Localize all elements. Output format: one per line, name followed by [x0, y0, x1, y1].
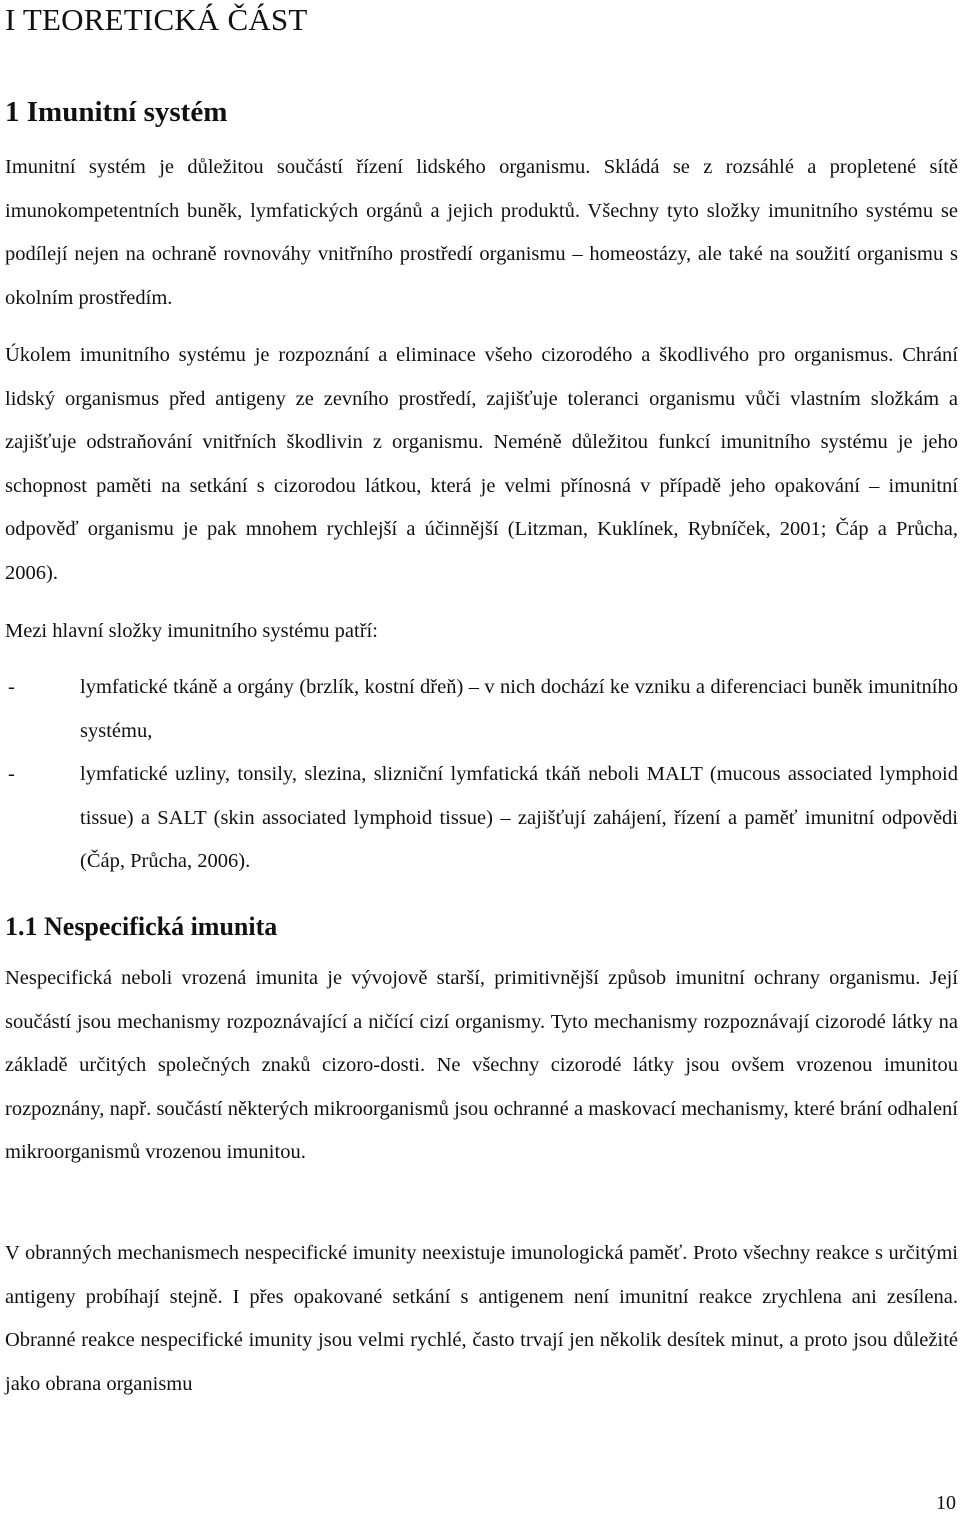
paragraph-list-intro: Mezi hlavní složky imunitního systému patří: [5, 620, 378, 642]
part-title: I TEORETICKÁ ČÁST [5, 2, 308, 37]
paragraph-no-memory: V obranných mechanismech nespecifické imunity neexistuje imunologická paměť. Proto všechny reakce s určitými antigeny probíhají stejně. I přes opakované setkání s antigenem není imunitní reakce zrychlena ani zesílena. Obranné reakce nespecifické imunity jsou velmi rychlé, často trvají jen několik desítek minut, a proto jsou důležité jako obrana organismu [5, 1242, 958, 1395]
list-item-text: lymfatické tkáně a orgány (brzlík, kostní dřeň) – v nich dochází ke vzniku a diferenciaci buněk imunitního systému, [80, 676, 958, 742]
list-item [5, 666, 958, 753]
list-bullet: - [8, 763, 15, 785]
section-title: 1.1 Nespecifická imunita [5, 912, 278, 941]
component-list [5, 666, 958, 884]
chapter-title: 1 Imunitní systém [5, 96, 228, 128]
list-item-text: lymfatické uzliny, tonsily, slezina, slizniční lymfatická tkáň neboli MALT (mucous associated lymphoid tissue) a SALT (skin associated lymphoid tissue) – zajišťují zahájení, řízení a paměť imunitní odpovědi (Čáp, Průcha, 2006). [80, 763, 958, 872]
paragraph-function: Úkolem imunitního systému je rozpoznání a eliminace všeho cizorodého a škodlivého pro organismus. Chrání lidský organismus před antigeny ze zevního prostředí, zajišťuje toleranci organismu vůči vlastním složkám a zajišťuje odstraňování vnitřních škodlivin z organismu. Neméně důležitou funkcí imunitního systému je jeho schopnost paměti na setkání s cizorodou látkou, která je velmi přínosná v případě jeho opakování – imunitní odpověď organismu je pak mnohem rychlejší a účinnější (Litzman, Kuklínek, Rybníček, 2001; Čáp a Průcha, 2006). [5, 344, 958, 584]
page-number: 10 [936, 1492, 956, 1514]
list-item [5, 753, 958, 884]
list-bullet: - [8, 676, 15, 698]
paragraph-intro: Imunitní systém je důležitou součástí řízení lidského organismu. Skládá se z rozsáhlé a propletené sítě imunokompetentních buněk, lymfatických orgánů a jejich produktů. Všechny tyto složky imunitního systému se podílejí nejen na ochraně rovnováhy vnitřního prostředí organismu – homeostázy, ale také na soužití organismu s okolním prostředím. [5, 156, 958, 309]
paragraph-nonspecific: Nespecifická neboli vrozená imunita je vývojově starší, primitivnější způsob imunitní ochrany organismu. Její součástí jsou mechanismy rozpoznávající a ničící cizí organismy. Tyto mechanismy rozpoznávají cizorodé látky na základě určitých společných znaků cizoro-dosti. Ne všechny cizorodé látky jsou ovšem vrozenou imunitou rozpoznány, např. součástí některých mikroorganismů jsou ochranné a maskovací mechanismy, které brání odhalení mikroorganismů vrozenou imunitou. [5, 967, 958, 1163]
